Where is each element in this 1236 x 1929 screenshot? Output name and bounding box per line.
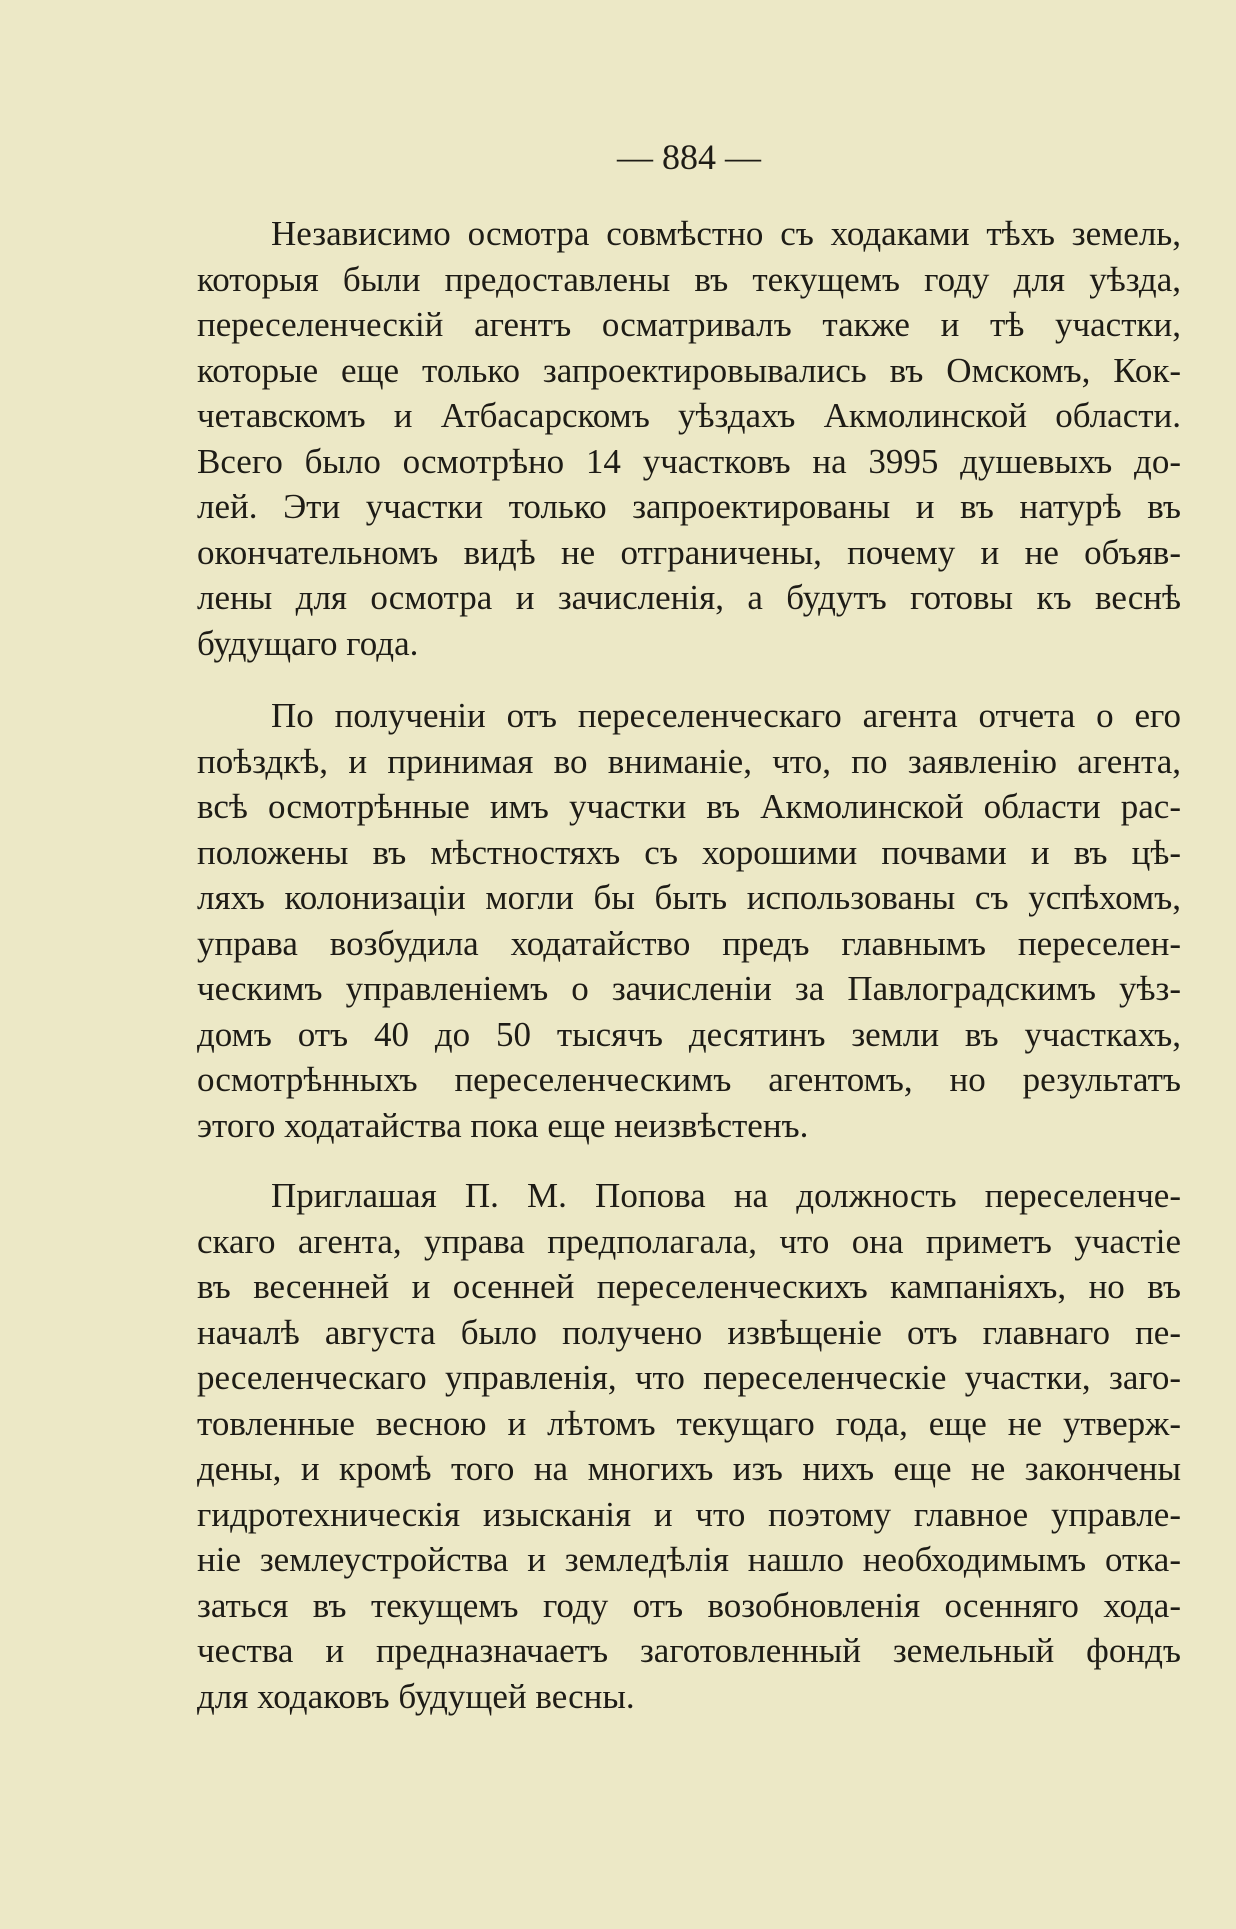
text-line: окончательномъ видѣ не отграничены, почему и не объяв-: [197, 532, 1181, 572]
text-line: всѣ осмотрѣнные имъ участки въ Акмолинской области рас-: [197, 787, 1181, 826]
text-line: дены, и кромѣ того на многихъ изъ нихъ еще не закончены: [197, 1449, 1181, 1488]
text-line: четавскомъ и Атбасарскомъ уѣздахъ Акмолинской области.: [197, 396, 1181, 435]
page-number: — 884 —: [617, 137, 761, 177]
text-line: которые еще только запроектировывались въ Омскомъ, Кок-: [197, 350, 1181, 390]
text-line: ніе землеустройства и земледѣлія нашло необходимымъ отка-: [197, 1540, 1181, 1579]
text-line: ческимъ управленіемъ о зачисленіи за Павлоградскимъ уѣз-: [197, 969, 1181, 1008]
text-line: переселенческій агентъ осматривалъ также и тѣ участки,: [197, 305, 1181, 344]
text-line: въ весенней и осенней переселенческихъ кампаніяхъ, но въ: [197, 1267, 1181, 1306]
text-line: заться въ текущемъ году отъ возобновленія осенняго хода-: [197, 1585, 1181, 1625]
paragraph-3: [197, 1173, 1181, 1719]
text-line: началѣ августа было получено извѣщеніе отъ главнаго пе-: [197, 1312, 1181, 1352]
text-line: лей. Эти участки только запроектированы и въ натурѣ въ: [197, 487, 1181, 526]
text-line: будущаго года.: [197, 623, 419, 663]
text-line: положены въ мѣстностяхъ съ хорошими почвами и въ цѣ-: [197, 832, 1181, 872]
text-line: для ходаковъ будущей весны.: [197, 1676, 635, 1716]
text-line: лены для осмотра и зачисленія, а будутъ готовы къ веснѣ: [197, 578, 1181, 617]
text-line: этого ходатайства пока еще неизвѣстенъ.: [197, 1105, 809, 1145]
text-line: ляхъ колонизаціи могли бы быть использованы съ успѣхомъ,: [197, 878, 1181, 917]
text-line: поѣздкѣ, и принимая во вниманіе, что, по заявленію агента,: [197, 741, 1181, 781]
text-line: гидротехническія изысканія и что поэтому главное управле-: [197, 1494, 1181, 1534]
text-line: которыя были предоставлены въ текущемъ году для уѣзда,: [197, 259, 1181, 299]
text-line: Всего было осмотрѣно 14 участковъ на 3995 душевыхъ до-: [197, 441, 1181, 481]
text-line: чества и предназначаетъ заготовленный земельный фондъ: [197, 1631, 1181, 1670]
text-line: товленные весною и лѣтомъ текущаго года, еще не утверж-: [197, 1403, 1181, 1443]
text-line: скаго агента, управа предполагала, что она приметъ участіе: [197, 1221, 1181, 1261]
text-line: Приглашая П. М. Попова на должность переселенче-: [271, 1176, 1181, 1215]
text-line: управа возбудила ходатайство предъ главнымъ переселен-: [197, 923, 1181, 963]
text-line: По полученіи отъ переселенческаго агента отчета о его: [271, 696, 1181, 735]
text-line: осмотрѣнныхъ переселенческимъ агентомъ, но результатъ: [197, 1060, 1181, 1099]
paragraph-2: [197, 693, 1181, 1148]
paragraph-1: [197, 211, 1181, 666]
text-line: домъ отъ 40 до 50 тысячъ десятинъ земли въ участкахъ,: [197, 1014, 1181, 1054]
text-line: Независимо осмотра совмѣстно съ ходаками тѣхъ земель,: [271, 214, 1181, 253]
text-line: реселенческаго управленія, что переселенческіе участки, заго-: [197, 1358, 1181, 1397]
